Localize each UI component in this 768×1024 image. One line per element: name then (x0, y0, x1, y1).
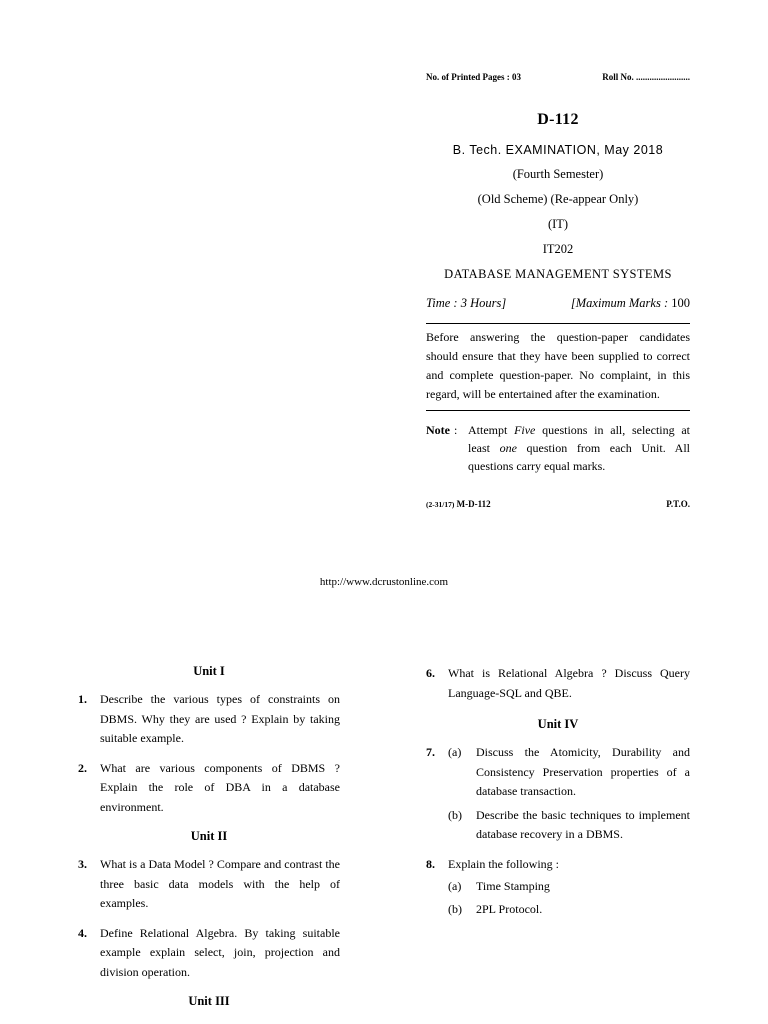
question-3: 3. What is a Data Model ? Compare and contrast the three basic data models with the help of examples. (78, 857, 340, 910)
note-label: Note (426, 423, 450, 437)
page-footer (426, 499, 690, 509)
semester: (Fourth Semester) (512, 167, 604, 181)
note (426, 421, 690, 475)
time-label: Time : 3 Hours] (426, 296, 507, 310)
divider (426, 323, 690, 324)
note-text: Attempt Five questions in all, selecting at least one question from each Unit. All questions carry equal marks. (468, 423, 690, 473)
header-row (426, 72, 690, 82)
exam-title: B. Tech. EXAMINATION, May 2018 (452, 143, 664, 157)
course-code: IT202 (542, 242, 574, 256)
sub-question-a: (a) Time Stamping (448, 879, 550, 893)
sub-question-a: (a) Discuss the Atomicity, Durability and Consistency Preservation properties of a database transaction. (448, 745, 690, 798)
scheme: (Old Scheme) (Re-appear Only) (477, 192, 639, 206)
question-6: 6. What is Relational Algebra ? Discuss Query Language-SQL and QBE. (426, 666, 690, 700)
roll-no: Roll No. ........................ (602, 72, 690, 82)
unit-heading: Unit IV (537, 717, 579, 731)
unit-heading: Unit I (193, 664, 225, 678)
footer-ref: (2-31/17) M-D-112 (426, 499, 491, 509)
branch: (IT) (547, 217, 569, 231)
time-marks-row (426, 296, 690, 311)
divider (426, 410, 690, 411)
note-colon: : (454, 423, 458, 437)
unit-heading: Unit III (188, 994, 230, 1008)
question-4: 4. Define Relational Algebra. By taking suitable example explain select, join, projection and division operation. (78, 925, 340, 979)
left-column (78, 664, 340, 1009)
sub-question-b: (b) Describe the basic techniques to implement database recovery in a DBMS. (448, 807, 690, 841)
website-url: http://www.dcrustonline.com (319, 576, 449, 588)
subject: DATABASE MANAGEMENT SYSTEMS (444, 267, 672, 281)
sub-question-b: (b) 2PL Protocol. (448, 901, 543, 916)
unit-heading: Unit II (190, 829, 228, 843)
cover-page (426, 60, 690, 509)
right-column (426, 664, 690, 919)
printed-pages: No. of Printed Pages : 03 (426, 72, 521, 82)
pto: P.T.O. (666, 499, 690, 509)
paper-code: D-112 (537, 111, 579, 128)
max-marks: [Maximum Marks : 100 (570, 296, 690, 310)
instruction-text: Before answering the question-paper candidates should ensure that they have been supplied to correct and complete question-paper. No complaint, in this regard, will be entertained after the examination. (426, 330, 690, 401)
question-1: 1. Describe the various types of constraints on DBMS. Why they are used ? Explain by taking suitable example. (78, 692, 340, 745)
question-2: 2. What are various components of DBMS ? Explain the role of DBA in a database environment. (78, 760, 340, 814)
question-7: 7. (a) Discuss the Atomicity, Durability and Consistency Preservation properties of a database transaction. (b) Describe the basic techniques to implement database recovery in a DBMS. (426, 743, 690, 845)
question-8: 8. Explain the following : (a) Time Stamping (b) 2PL Protocol. (426, 855, 690, 920)
